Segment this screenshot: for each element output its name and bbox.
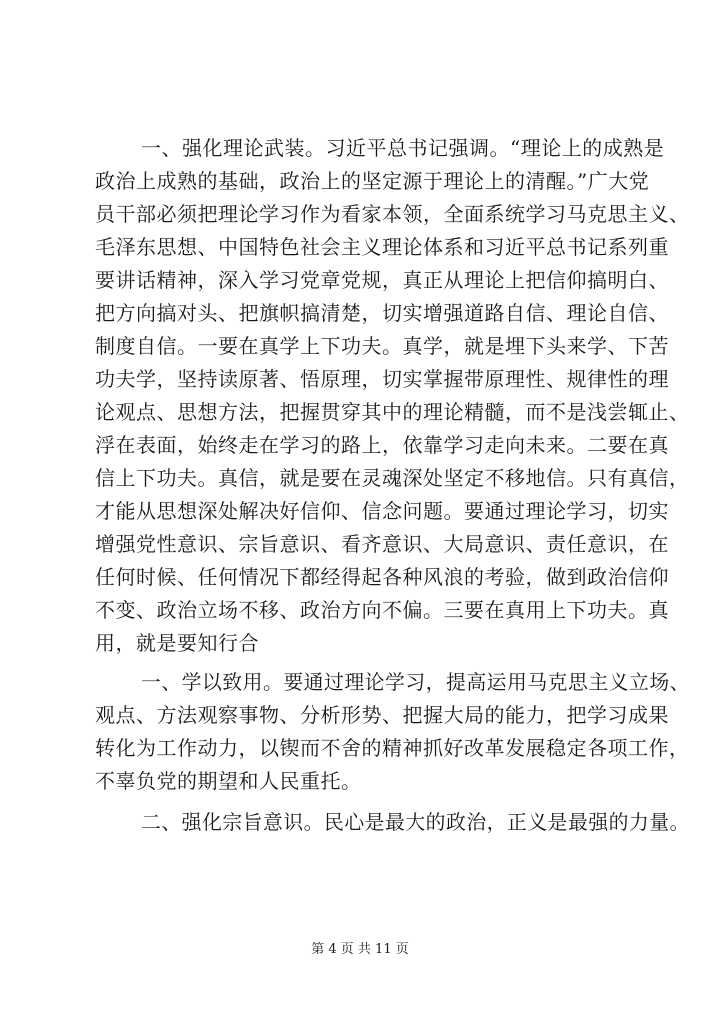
- text-line-3: [0, 197, 720, 231]
- text-line-1-content: 一、强化理论武装。习近平总书记强调。“理论上的成熟是: [141, 136, 665, 160]
- text-line-18-content: 观点、方法观察事物、分析形势、把握大局的能力，把学习成果: [95, 703, 669, 727]
- text-line-9-content: 论观点、思想方法，把握贯穿其中的理论精髓，而不是浅尝辄止、: [95, 400, 690, 424]
- text-line-13: [0, 527, 720, 561]
- text-line-4-content: 毛泽东思想、中国特色社会主义理论体系和习近平总书记系列重: [95, 235, 669, 259]
- text-line-12: [0, 494, 720, 528]
- text-line-16-content: 用，就是要知行合: [95, 631, 259, 655]
- text-line-8: [0, 362, 720, 396]
- text-line-4: [0, 230, 720, 264]
- text-line-11: [0, 461, 720, 495]
- text-line-6: [0, 296, 720, 330]
- text-line-2: [0, 164, 720, 198]
- text-line-5-content: 要讲话精神，深入学习党章党规，真正从理论上把信仰搞明白、: [95, 268, 669, 292]
- text-line-9: [0, 395, 720, 429]
- text-line-15-content: 不变、政治立场不移、政治方向不偏。三要在真用上下功夫。真: [95, 598, 669, 622]
- text-line-7: [0, 329, 720, 363]
- text-line-1: [0, 131, 720, 165]
- text-line-17-content: 一、学以致用。要通过理论学习，提高运用马克思主义立场、: [141, 670, 691, 694]
- text-line-17: [0, 665, 720, 699]
- text-line-15: [0, 593, 720, 627]
- page-number-footer: 第 4 页 共 11 页: [311, 942, 409, 957]
- text-line-14: [0, 560, 720, 594]
- text-line-19-content: 转化为工作动力，以锲而不舍的精神抓好改革发展稳定各项工作，: [95, 736, 690, 760]
- text-line-12-content: 才能从思想深处解决好信仰、信念问题。要通过理论学习，切实: [95, 499, 669, 523]
- text-line-10: [0, 428, 720, 462]
- text-line-18: [0, 698, 720, 732]
- text-line-20-content: 不辜负党的期望和人民重托。: [95, 769, 362, 793]
- text-line-5: [0, 263, 720, 297]
- text-line-14-content: 任何时候、任何情况下都经得起各种风浪的考验，做到政治信仰: [95, 565, 669, 589]
- text-line-11-content: 信上下功夫。真信，就是要在灵魂深处坚定不移地信。只有真信，: [95, 466, 690, 490]
- text-line-2-content: 政治上成熟的基础，政治上的坚定源于理论上的清醒。”广大党: [95, 169, 650, 193]
- text-line-6-content: 把方向搞对头、把旗帜搞清楚，切实增强道路自信、理论自信、: [95, 301, 669, 325]
- text-line-19: [0, 731, 720, 765]
- text-line-13-content: 增强党性意识、宗旨意识、看齐意识、大局意识、责任意识，在: [95, 532, 669, 556]
- text-line-8-content: 功夫学，坚持读原著、悟原理，切实掌握带原理性、规律性的理: [95, 367, 669, 391]
- text-line-10-content: 浮在表面，始终走在学习的路上，依靠学习走向未来。二要在真: [95, 433, 669, 457]
- text-line-3-content: 员干部必须把理论学习作为看家本领，全面系统学习马克思主义、: [95, 202, 690, 226]
- text-line-21-content: 二、强化宗旨意识。民心是最大的政治，正义是最强的力量。: [141, 810, 691, 834]
- text-line-7-content: 制度自信。一要在真学上下功夫。真学，就是埋下头来学、下苦: [95, 334, 669, 358]
- text-line-16: [0, 626, 720, 660]
- text-line-21: [0, 805, 720, 839]
- text-line-20: [0, 764, 720, 798]
